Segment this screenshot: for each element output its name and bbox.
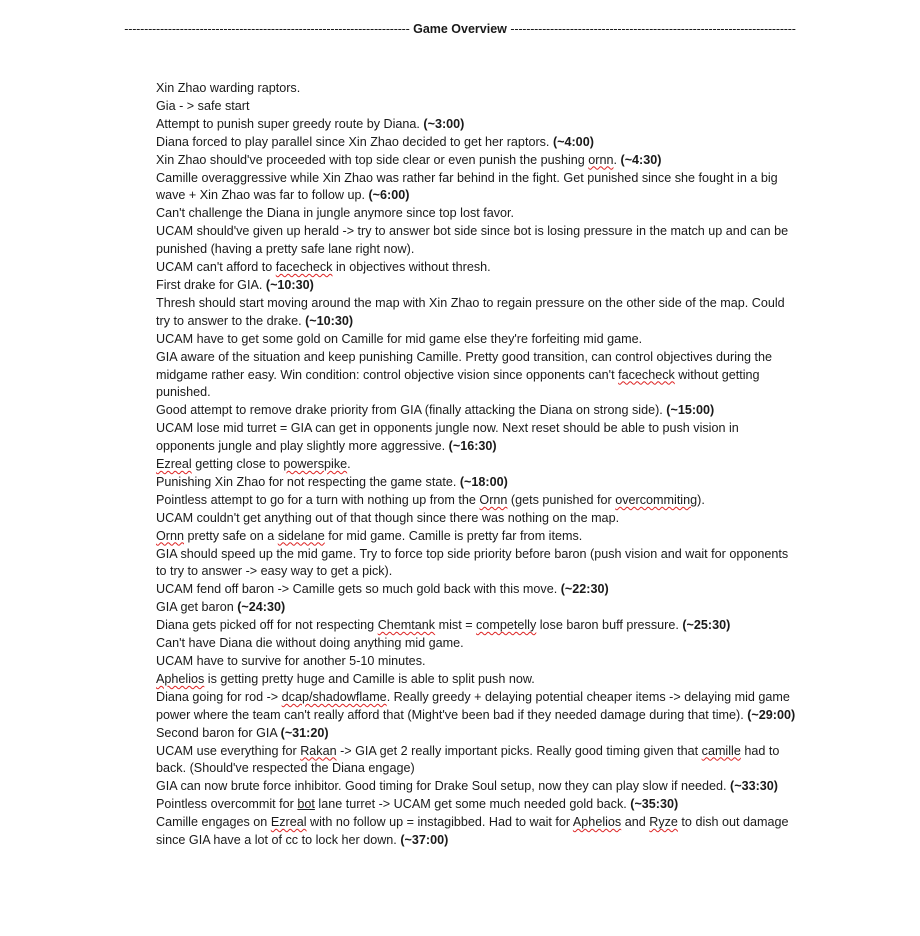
note-line	[156, 420, 796, 456]
spellcheck-flagged-word: Ryze	[649, 815, 678, 830]
note-text: Xin Zhao warding raptors.	[156, 81, 301, 95]
note-text: Camille overaggressive while Xin Zhao was rather far behind in the fight. Get punished since she fought in a big wave + Xin Zhao was far to follow up.	[156, 170, 778, 203]
note-text: Can't challenge the Diana in jungle anymore since top lost favor.	[156, 206, 515, 221]
section-header	[0, 22, 920, 36]
spellcheck-flagged-word: camille	[701, 743, 741, 758]
note-text: Xin Zhao should've proceeded with top side clear or even punish the pushing	[156, 152, 589, 167]
spellcheck-flagged-word: Ornn	[479, 492, 508, 507]
spellcheck-flagged-word: Aphelios	[572, 815, 622, 830]
note-text: Pointless attempt to go for a turn with nothing up from the	[156, 492, 480, 507]
timestamp: (~3:00)	[423, 116, 465, 131]
header-rule-right: ------------------------------------------------------------------------	[510, 22, 796, 36]
spellcheck-flagged-word: competelly	[476, 618, 537, 633]
note-line	[156, 98, 796, 116]
note-line	[156, 510, 796, 528]
spellcheck-flagged-word: Ezreal	[270, 815, 307, 830]
spellcheck-flagged-word: overcommiting	[615, 492, 698, 507]
note-line	[156, 617, 796, 635]
note-text: GIA should speed up the mid game. Try to force top side priority before baron (push vision and wait for opponents to try to answer -> easy way to get a pick).	[156, 546, 789, 579]
note-line	[156, 581, 796, 599]
section-title: Game Overview	[413, 22, 507, 36]
note-text: for mid game. Camille is pretty far from items.	[324, 528, 583, 543]
note-line	[156, 528, 796, 546]
spellcheck-flagged-word: sidelane	[277, 528, 325, 543]
note-text: Thresh should start moving around the map with Xin Zhao to regain pressure on the other side of the map. Could try to answer to the drake.	[156, 295, 785, 328]
note-line	[156, 796, 796, 814]
note-text: Can't have Diana die without doing anything mid game.	[156, 636, 464, 651]
note-text: Punishing Xin Zhao for not respecting the game state.	[156, 474, 460, 489]
note-text: . Really greedy + delaying potential cheaper items -> delaying mid game power where the team can't really afford that (Might've been bad if they needed damage during that time).	[156, 689, 790, 722]
note-line	[156, 725, 796, 743]
timestamp: (~18:00)	[459, 474, 508, 489]
note-text: UCAM have to survive for another 5-10 minutes.	[156, 654, 426, 668]
spellcheck-flagged-word: Chemtank	[377, 618, 436, 633]
spellcheck-flagged-word: facecheck	[618, 367, 675, 382]
note-text: ).	[697, 492, 705, 507]
note-line	[156, 170, 796, 206]
timestamp: (~16:30)	[448, 439, 497, 454]
note-text: with no follow up = instagibbed. Had to wait for	[306, 815, 573, 830]
timestamp: (~29:00)	[747, 707, 796, 722]
note-text: GIA aware of the situation and keep punishing Camille. Pretty good transition, can control objectives during the midgame rather easy. Win condition: control objective vision since opponents can't	[156, 349, 773, 382]
note-text: Gia - > safe start	[156, 98, 250, 113]
note-text: GIA get baron	[156, 600, 238, 615]
spellcheck-flagged-word: Ezreal	[156, 457, 192, 472]
note-text: pretty safe on a	[184, 528, 278, 543]
note-text: .	[347, 457, 351, 472]
note-line	[156, 205, 796, 223]
note-text: UCAM couldn't get anything out of that though since there was nothing on the map.	[156, 510, 620, 525]
note-line	[156, 492, 796, 510]
spellcheck-flagged-word: facecheck	[275, 260, 333, 275]
note-text: First drake for GIA.	[156, 277, 266, 292]
note-text: without getting punished.	[156, 367, 760, 400]
note-line	[156, 653, 796, 671]
spellcheck-flagged-word: powerspike	[283, 457, 348, 472]
note-text: to dish out damage since GIA have a lot of cc to lock her down.	[156, 815, 789, 848]
note-line	[156, 349, 796, 403]
timestamp: (~4:30)	[620, 152, 662, 167]
timestamp: (~10:30)	[265, 277, 314, 292]
timestamp: (~4:00)	[552, 134, 594, 149]
note-text: and	[621, 815, 650, 830]
note-line	[156, 635, 796, 653]
note-line	[156, 134, 796, 152]
timestamp: (~33:30)	[730, 779, 778, 794]
note-text: Good attempt to remove drake priority from GIA (finally attacking the Diana on strong side).	[156, 403, 667, 418]
note-text: lane turret -> UCAM get some much needed gold back.	[314, 797, 631, 812]
note-line	[156, 223, 796, 259]
note-text: GIA can now brute force inhibitor. Good timing for Drake Soul setup, now they can play slow if needed.	[156, 779, 731, 794]
game-notes	[156, 80, 796, 850]
note-text: in objectives without thresh.	[332, 260, 491, 275]
timestamp: (~37:00)	[400, 833, 449, 848]
underlined-word: bot	[297, 797, 315, 812]
note-line	[156, 743, 796, 779]
note-line	[156, 599, 796, 617]
note-text: .	[613, 152, 621, 167]
timestamp: (~15:00)	[666, 403, 715, 418]
note-text: is getting pretty huge and Camille is able to split push now.	[204, 671, 535, 686]
note-line	[156, 474, 796, 492]
note-text: UCAM can't afford to	[156, 260, 276, 275]
note-text: (gets punished for	[507, 492, 616, 507]
note-text: -> GIA get 2 really important picks. Really good timing given that	[336, 743, 702, 758]
note-text: getting close to	[191, 457, 284, 472]
note-text: Camille engages on	[156, 815, 271, 830]
timestamp: (~25:30)	[682, 618, 731, 633]
timestamp: (~22:30)	[560, 582, 609, 597]
timestamp: (~24:30)	[237, 600, 286, 615]
note-text: Diana gets picked off for not respecting	[156, 618, 378, 633]
spellcheck-flagged-word: dcap/shadowflame	[281, 689, 387, 704]
note-text: lose baron buff pressure.	[536, 618, 683, 633]
note-text: Second baron for GIA	[156, 725, 281, 740]
note-text: Diana forced to play parallel since Xin Zhao decided to get her raptors.	[156, 134, 553, 149]
spellcheck-flagged-word: ornn	[588, 152, 614, 167]
note-line	[156, 80, 796, 98]
note-text: UCAM should've given up herald -> try to answer bot side since bot is losing pressure in the match up and can be punished (having a pretty safe lane right now).	[156, 224, 789, 257]
note-line	[156, 814, 796, 850]
note-line	[156, 546, 796, 582]
note-text: Attempt to punish super greedy route by Diana.	[156, 116, 424, 131]
spellcheck-flagged-word: Aphelios	[156, 671, 205, 686]
note-line	[156, 152, 796, 170]
header-rule-left: ------------------------------------------------------------------------	[124, 22, 410, 36]
note-line	[156, 402, 796, 420]
note-line	[156, 456, 796, 474]
note-line	[156, 671, 796, 689]
spellcheck-flagged-word: Ornn	[156, 528, 184, 543]
note-line	[156, 259, 796, 277]
note-line	[156, 778, 796, 796]
note-line	[156, 116, 796, 134]
note-text: Diana going for rod ->	[156, 689, 282, 704]
timestamp: (~35:30)	[630, 797, 679, 812]
note-line	[156, 295, 796, 331]
timestamp: (~31:20)	[280, 725, 329, 740]
note-text: UCAM use everything for	[156, 743, 301, 758]
timestamp: (~10:30)	[305, 313, 354, 328]
note-line	[156, 277, 796, 295]
note-text: Pointless overcommit for	[156, 797, 298, 812]
note-text: had to back. (Should've respected the Diana engage)	[156, 743, 780, 776]
note-text: UCAM lose mid turret = GIA can get in opponents jungle now. Next reset should be able to push vision in opponents jungle and play slightly more aggressive.	[156, 421, 739, 454]
note-line	[156, 689, 796, 725]
timestamp: (~6:00)	[368, 188, 410, 203]
note-text: UCAM fend off baron -> Camille gets so much gold back with this move.	[156, 582, 561, 597]
spellcheck-flagged-word: Rakan	[300, 743, 337, 758]
note-line	[156, 331, 796, 349]
note-text: UCAM have to get some gold on Camille for mid game else they're forfeiting mid game.	[156, 331, 643, 346]
note-text: mist =	[435, 618, 477, 633]
